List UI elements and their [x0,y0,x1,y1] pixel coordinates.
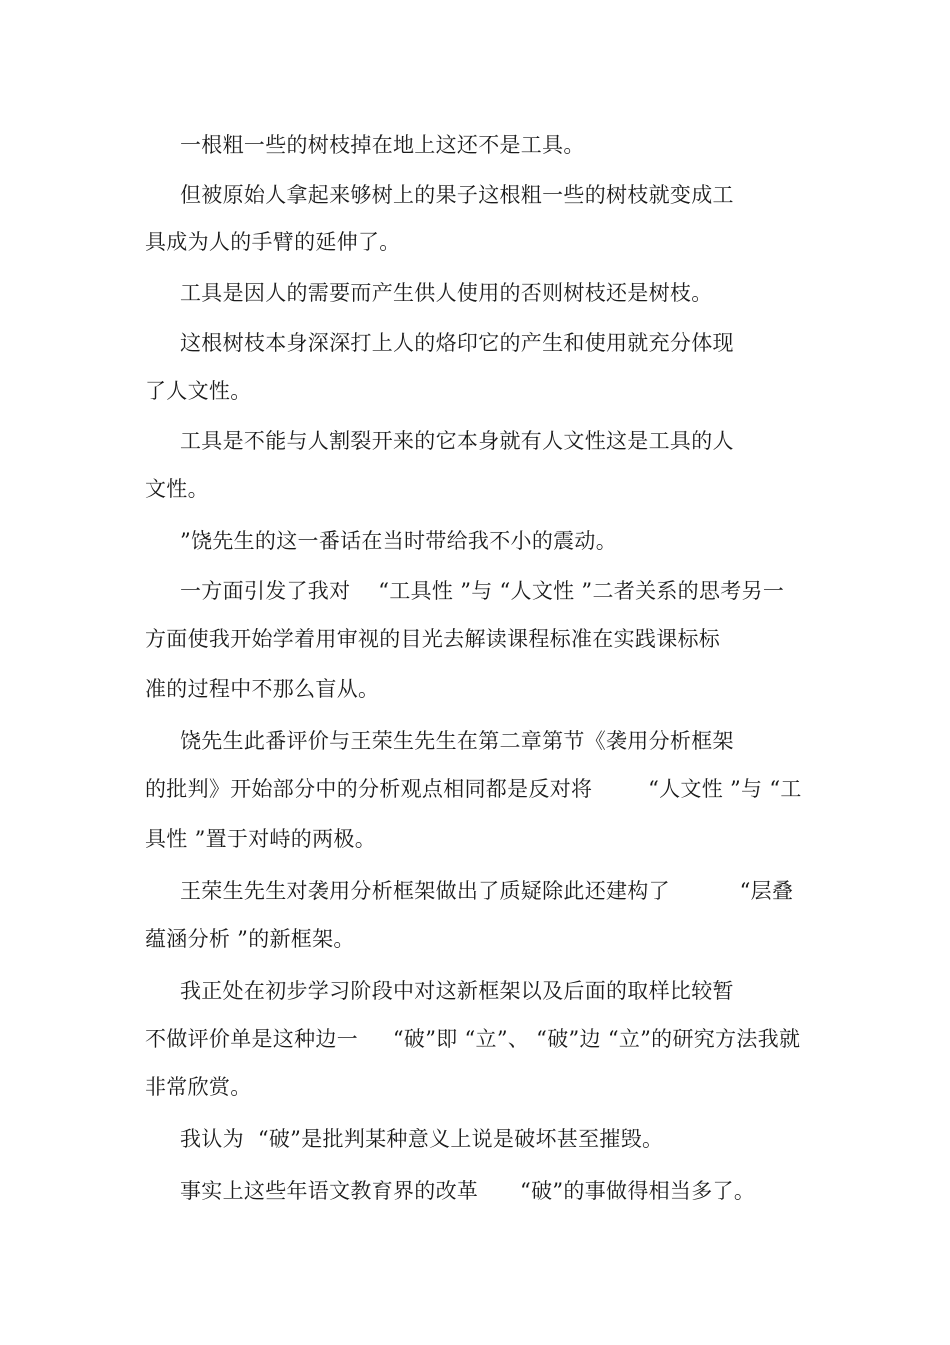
p9-line2: 蕴涵分析 ”的新框架。 [145,927,355,951]
p1-line1: 一根粗一些的树枝掉在地上这还不是工具。 [180,133,585,157]
p10-line1: 我正处在初步学习阶段中对这新框架以及后面的取样比较暂 [180,979,734,1003]
p6-line1: ”饶先生的这一番话在当时带给我不小的震动。 [180,529,618,553]
p2-line2: 具成为人的手臂的延伸了。 [145,230,401,254]
p8-line3: 具性 ”置于对峙的两极。 [145,827,377,851]
p11-line1: 我认为 “破”是批判某种意义上说是破坏甚至摧毁。 [180,1127,664,1151]
p12-line1: 事实上这些年语文教育界的改革 “破”的事做得相当多了。 [180,1179,756,1203]
p10-line3: 非常欣赏。 [145,1075,252,1099]
p10-line2: 不做评价单是这种边一 “破”即 “立”、 “破”边 “立”的研究方法我就 [145,1027,801,1051]
p4-line1: 这根树枝本身深深打上人的烙印它的产生和使用就充分体现 [180,331,734,355]
p5-line1: 工具是不能与人割裂开来的它本身就有人文性这是工具的人 [180,429,734,453]
p8-line2: 的批判》开始部分中的分析观点相同都是反对将 “人文性 ”与 “工 [145,777,802,801]
p3-line1: 工具是因人的需要而产生供人使用的否则树枝还是树枝。 [180,281,713,305]
p8-line1: 饶先生此番评价与王荣生先生在第二章第节《袭用分析框架 [180,729,734,753]
p5-line2: 文性。 [145,477,209,501]
p7-line2: 方面使我开始学着用审视的目光去解读课程标准在实践课标标 [145,627,721,651]
p7-line1: 一方面引发了我对 “工具性 ”与 “人文性 ”二者关系的思考另一 [180,579,785,603]
p7-line3: 准的过程中不那么盲从。 [145,677,380,701]
p4-line2: 了人文性。 [145,379,252,403]
p2-line1: 但被原始人拿起来够树上的果子这根粗一些的树枝就变成工 [180,183,734,207]
p9-line1: 王荣生先生对袭用分析框架做出了质疑除此还建构了 “层叠 [180,879,794,903]
